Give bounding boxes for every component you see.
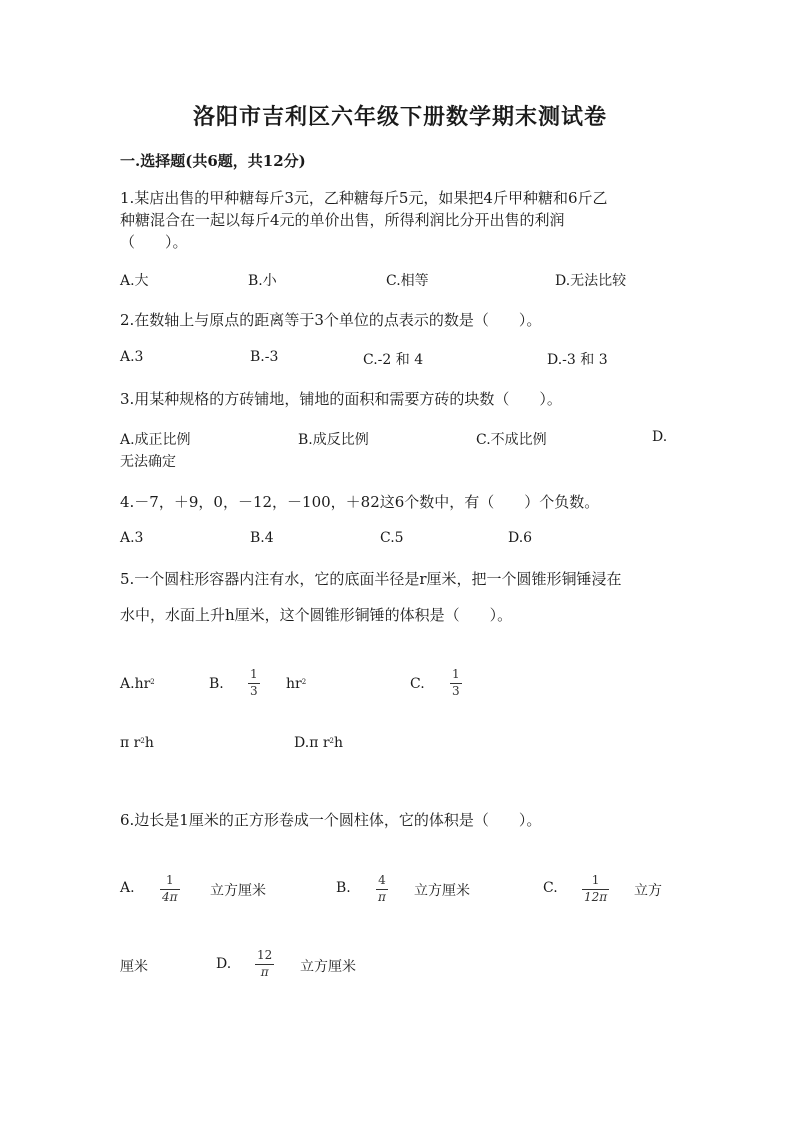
question-6-option-d-fraction	[255, 949, 274, 979]
numerator: 1	[250, 667, 258, 681]
question-2-option-d: D.-3 和 3	[547, 352, 608, 368]
question-1-option-a: A.大	[120, 273, 149, 289]
denominator: π	[378, 890, 386, 904]
option-label: D.	[294, 735, 310, 751]
question-3-option-b: B.成反比例	[298, 432, 369, 448]
question-6-option-c-unit: 立方	[634, 883, 662, 899]
question-3-option-d: D.	[652, 429, 668, 445]
question-1-line-2: 种糖混合在一起以每斤4元的单价出售，所得利润比分开出售的利润	[120, 211, 565, 229]
exponent: 2	[301, 678, 307, 686]
denominator: π	[260, 965, 269, 979]
question-6-option-b-fraction	[376, 874, 388, 904]
question-2-text: 2.在数轴上与原点的距离等于3个单位的点表示的数是（ ）。	[120, 311, 542, 329]
question-1-option-b: B.小	[248, 273, 277, 289]
question-2-option-a: A.3	[120, 349, 144, 365]
question-6-option-c-label: C.	[543, 880, 558, 896]
question-4-text: 4.－7，＋9，0，－12，－100，＋82这6个数中，有（ ）个负数。	[120, 493, 600, 511]
question-5-line-1: 5.一个圆柱形容器内注有水，它的底面半径是r厘米，把一个圆锥形铜锤浸在	[120, 570, 622, 588]
numerator: 1	[591, 873, 600, 887]
numerator: 12	[257, 948, 273, 962]
question-5-option-c-fraction	[450, 668, 462, 698]
question-5-option-a	[120, 676, 155, 692]
numerator: 1	[452, 667, 460, 681]
denominator: 12π	[584, 890, 608, 904]
question-6-option-b-unit: 立方厘米	[414, 883, 470, 899]
numerator: 4	[378, 873, 386, 887]
question-6-option-a-label: A.	[120, 880, 135, 896]
question-3-option-a: A.成正比例	[120, 432, 191, 448]
exponent: 2	[140, 737, 145, 745]
section-heading: 一.选择题(共6题，共12分)	[120, 152, 306, 170]
numerator: 1	[165, 873, 174, 887]
question-2-option-c: C.-2 和 4	[363, 352, 424, 368]
question-5-option-b-expression	[286, 676, 306, 692]
option-expression-tail: h	[334, 735, 344, 751]
question-6-option-b-label: B.	[336, 880, 351, 896]
question-6-option-d-label: D.	[216, 956, 232, 972]
question-6-option-c-unit-wrap: 厘米	[120, 959, 148, 975]
option-expression: hr	[134, 676, 151, 692]
question-6-text: 6.边长是1厘米的正方形卷成一个圆柱体，它的体积是（ ）。	[120, 811, 542, 829]
question-3-text: 3.用某种规格的方砖铺地，铺地的面积和需要方砖的块数（ ）。	[120, 390, 562, 408]
page-title: 洛阳市吉利区六年级下册数学期末测试卷	[192, 104, 607, 130]
question-4-option-c: C.5	[380, 530, 404, 546]
denominator: 4π	[162, 890, 178, 904]
option-expression: π r	[120, 735, 141, 751]
question-1-line-3: （ ）。	[120, 233, 188, 251]
question-3-option-d-text: 无法确定	[120, 454, 176, 470]
question-1-option-c: C.相等	[386, 273, 429, 289]
question-6-option-a-unit: 立方厘米	[210, 883, 266, 899]
option-expression-tail: h	[144, 735, 154, 751]
option-label: A.	[120, 676, 135, 692]
question-5-option-b-label: B.	[209, 676, 224, 692]
question-5-option-c-expression	[120, 735, 154, 751]
question-1-line-1: 1.某店出售的甲种糖每斤3元，乙种糖每斤5元，如果把4斤甲种糖和6斤乙	[120, 189, 608, 207]
question-5-option-c-label: C.	[410, 676, 425, 692]
exponent: 2	[329, 737, 334, 745]
question-5-option-b-fraction	[248, 668, 260, 698]
question-4-option-a: A.3	[120, 530, 144, 546]
option-expression: π r	[309, 735, 330, 751]
question-6-option-c-fraction	[582, 874, 609, 904]
question-2-option-b: B.-3	[250, 349, 279, 365]
denominator: 3	[452, 684, 460, 698]
option-expression: hr	[286, 676, 302, 692]
question-1-option-d: D.无法比较	[555, 273, 627, 289]
question-4-option-d: D.6	[508, 530, 533, 546]
denominator: 3	[250, 684, 258, 698]
question-5-option-d	[294, 735, 343, 751]
question-4-option-b: B.4	[250, 530, 274, 546]
question-6-option-d-unit: 立方厘米	[300, 959, 356, 975]
exponent: 2	[150, 678, 155, 686]
question-5-line-2: 水中，水面上升h厘米，这个圆锥形铜锤的体积是（ ）。	[120, 606, 513, 624]
question-6-option-a-fraction	[160, 874, 180, 904]
question-3-option-c: C.不成比例	[476, 432, 547, 448]
